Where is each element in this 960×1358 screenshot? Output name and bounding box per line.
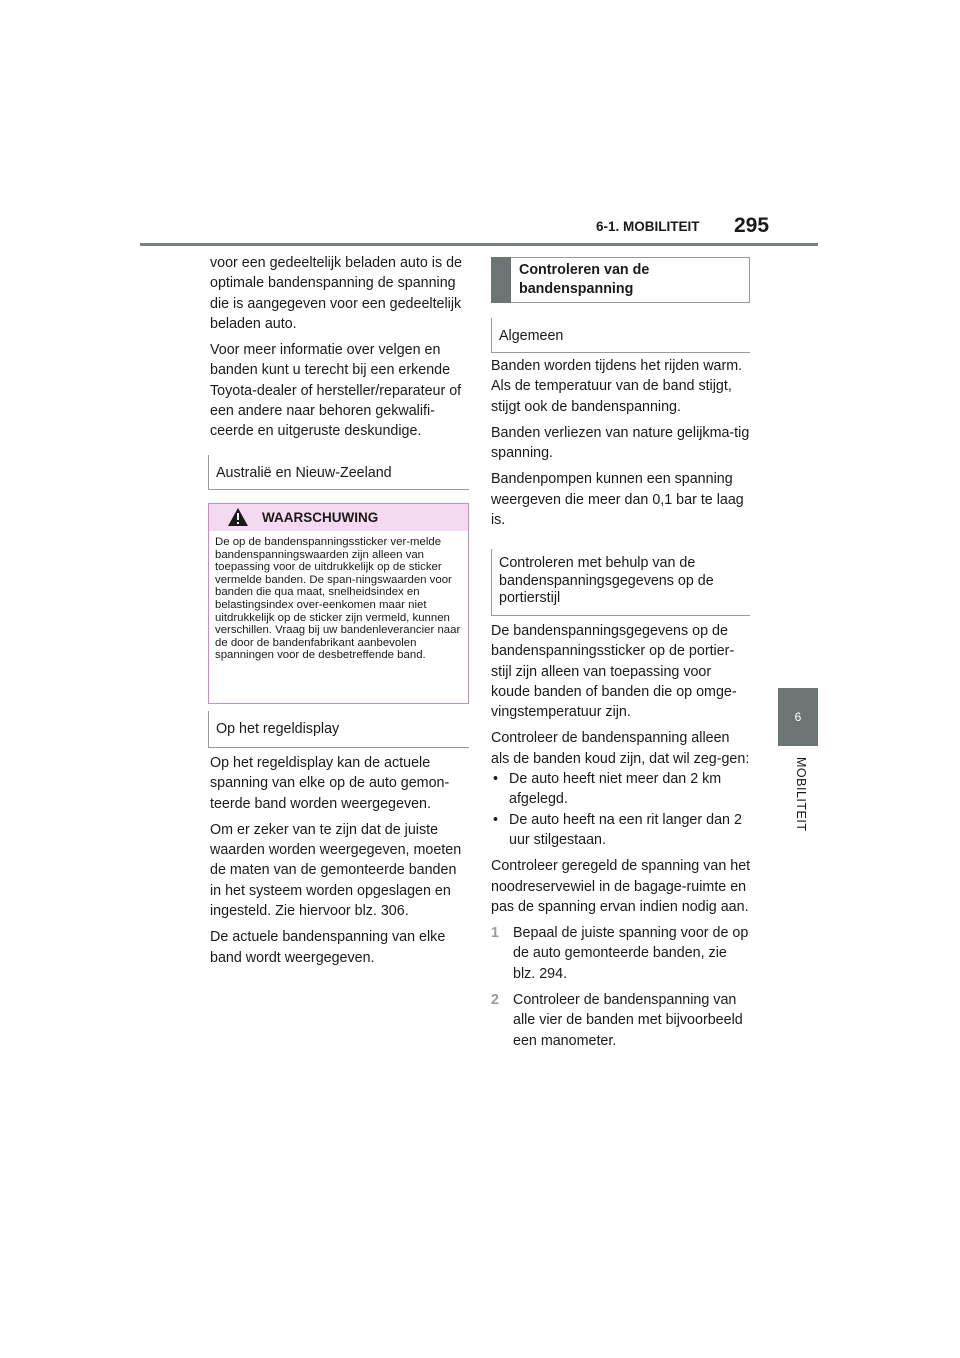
paragraph: Banden worden tijdens het rijden warm. Als de temperatuur van de band stijgt, stijgt ook de bandenspanning. [491, 358, 743, 415]
paragraph: Banden verliezen van nature gelijkma-tig spanning. [491, 424, 750, 462]
step-number: 1 [491, 925, 499, 942]
left-column [210, 253, 470, 448]
warning-triangle-icon [227, 507, 249, 527]
main-heading-box [491, 257, 750, 303]
main-heading: Controleren van de bandenspanning [519, 262, 650, 297]
heading-bar [491, 257, 511, 303]
paragraph: De actuele bandenspanning van elke band wordt weergegeven. [210, 929, 446, 966]
list-item-text: De auto heeft niet meer dan 2 km afgelegd. [509, 771, 722, 808]
header-rule [140, 243, 818, 246]
right-column-lower [491, 621, 751, 1051]
subheading-australia: Australië en Nieuw-Zeeland [208, 455, 469, 490]
page-number: 295 [734, 214, 770, 237]
paragraph: Controleer de bandenspanning alleen als de banden koud zijn, dat wil zeg-gen: [491, 730, 750, 767]
step-item [491, 923, 751, 984]
step-text: Controleer de bandenspanning van alle vier de banden met bijvoorbeeld een manometer. [513, 992, 743, 1049]
step-number: 2 [491, 992, 499, 1009]
list-item [491, 810, 751, 851]
paragraph: De bandenspanningsgegevens op de bandenspanningssticker op de portier-stijl zijn alleen van toepassing voor koude banden of banden die op omge-vingstemperatuur zijn. [491, 623, 737, 721]
paragraph: Op het regeldisplay kan de actuele spanning van elke op de auto gemon-teerde band worden weergegeven. [210, 755, 450, 812]
section-title: 6-1. MOBILITEIT [596, 219, 700, 234]
step-text: Bepaal de juiste spanning voor de op de auto gemonteerde banden, zie blz. 294. [513, 925, 749, 982]
paragraph: Bandenpompen kunnen een spanning weergeven die meer dan 0,1 bar te laag is. [491, 471, 744, 529]
chapter-tab: 6 [778, 688, 818, 746]
paragraph: Om er zeker van te zijn dat de juiste waarden worden weergegeven, moeten de maten van de gemonteerde banden in het systeem worden opgeslagen en ingesteld. Zie hiervoor blz. 306. [210, 821, 462, 920]
warning-title: WAARSCHUWING [262, 510, 379, 525]
chapter-label: MOBILITEIT [794, 757, 808, 832]
list-item-text: De auto heeft na een rit langer dan 2 uur stilgestaan. [509, 811, 742, 848]
warning-header [209, 504, 468, 531]
list-item [491, 769, 751, 810]
subheading-door: Controleren met behulp van de bandenspanningsgegevens op de portierstijl [491, 549, 750, 616]
right-column [491, 356, 751, 536]
paragraph: voor een gedeeltelijk beladen auto is de optimale bandenspanning de spanning die is aangegeven voor een gedeeltelijk beladen auto. [210, 255, 462, 332]
warning-box [208, 503, 469, 704]
warning-text: De op de bandenspanningssticker ver-melde bandenspanningswaarden zijn alleen van toepassing voor de uitdrukkelijk op de sticker vermelde banden. De span-ningswaarden voor banden die qua maat, snelheidsindex en belastingsindex over-eenkomen maar niet uitdrukkelijk op de sticker zijn vermeld, kunnen verschillen. Vraag bij uw bandenleverancier naar de door de bandenfabrikant aanbevolen spanningen voor de desbetreffende band. [215, 536, 461, 662]
step-item [491, 990, 751, 1051]
subheading-general: Algemeen [491, 318, 750, 353]
left-column-lower [210, 753, 470, 974]
paragraph: Voor meer informatie over velgen en banden kunt u terecht bij een erkende Toyota-dealer of hersteller/reparateur of een andere naar behoren gekwalifi-ceerde en uitgeruste deskundige. [210, 342, 462, 440]
subheading-display: Op het regeldisplay [208, 711, 469, 748]
paragraph: Controleer geregeld de spanning van het noodreservewiel in de bagage-ruimte en pas de spanning ervan indien nodig aan. [491, 858, 751, 915]
bullet-icon: • [493, 771, 499, 788]
bullet-icon: • [493, 811, 499, 828]
